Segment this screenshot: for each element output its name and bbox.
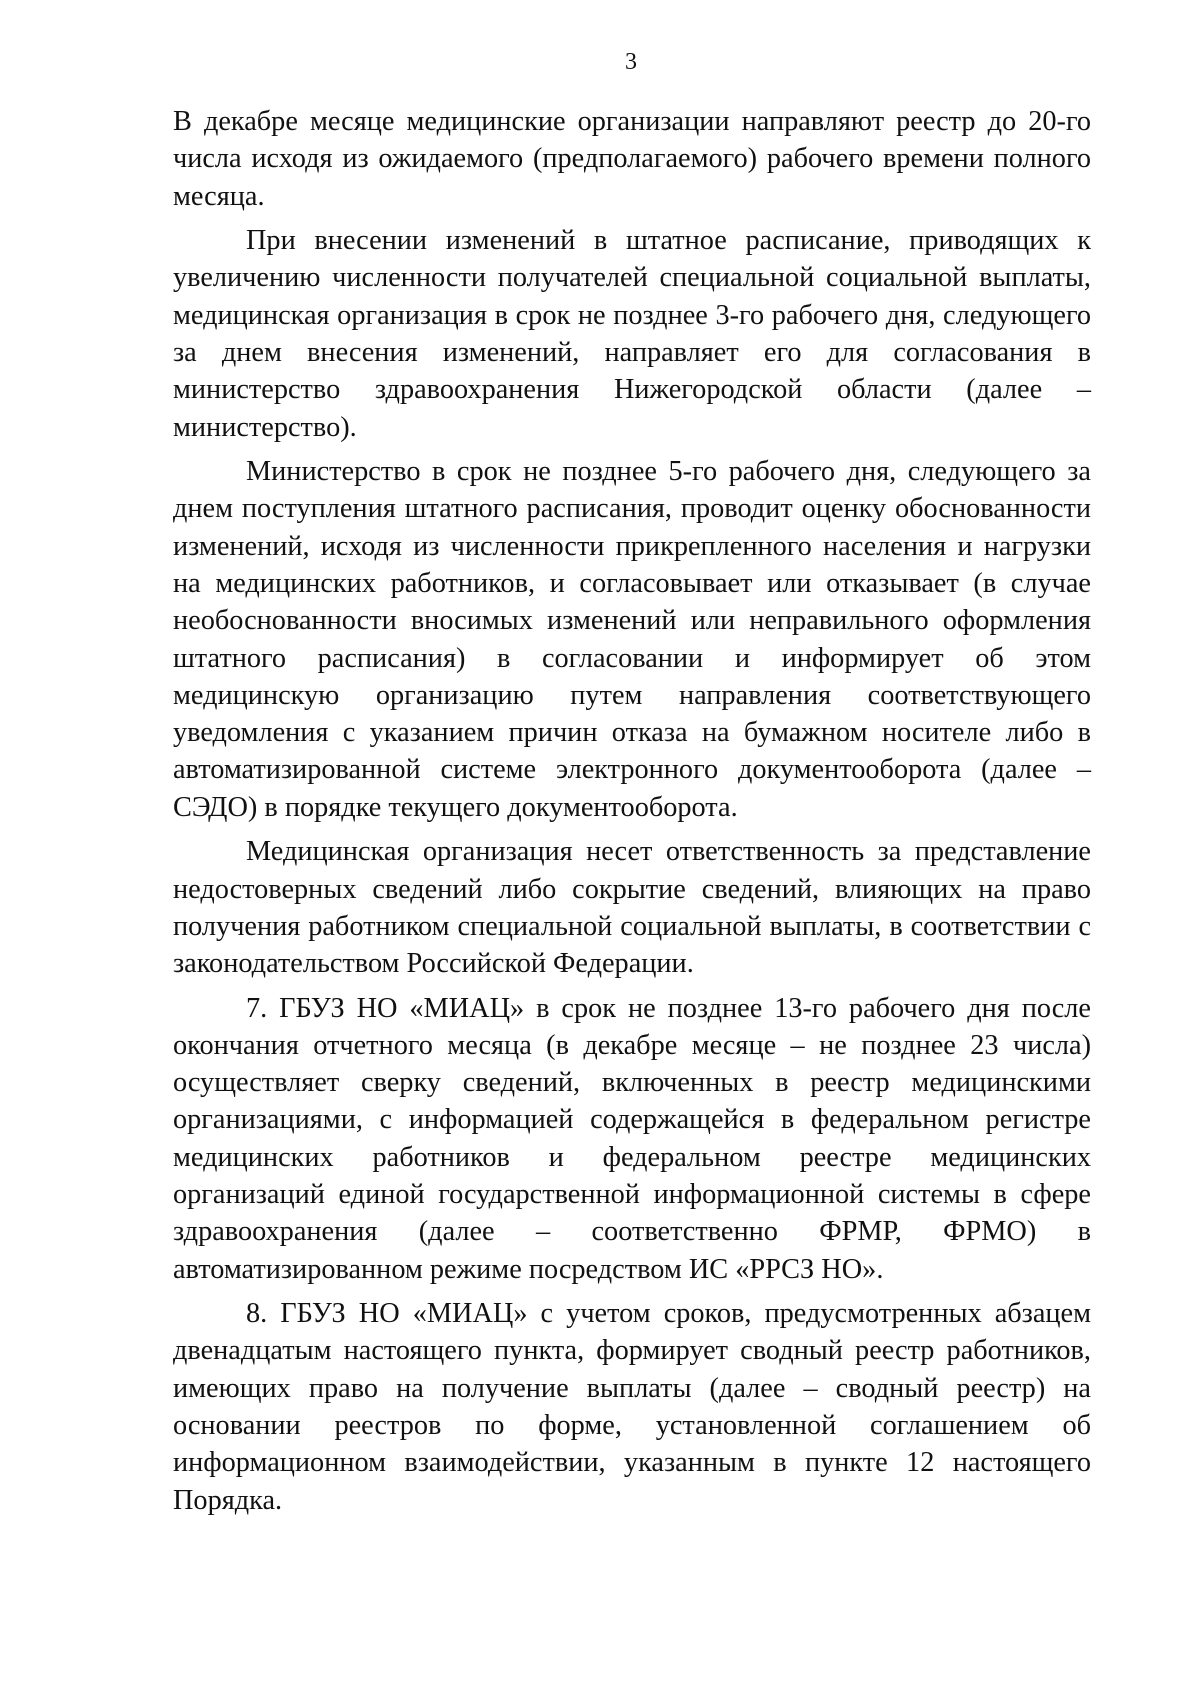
paragraph-organization-responsibility: Медицинская организация несет ответственность за представление недостоверных сведений либо сокрытие сведений, влияющих на право получения работником специальной социальной выплаты, в соответствии с законодательством Российской Федерации.	[173, 836, 1091, 980]
paragraph-ministry-review: Министерство в срок не позднее 5-го рабочего дня, следующего за днем поступления штатного расписания, проводит оценку обоснованности изменений, исходя из численности прикрепленного населения и нагрузки на медицинских работников, и согласовывает или отказывает (в случае необоснованности вносимых изменений или неправильного оформления штатного расписания) в согласовании и информирует об этом медицинскую организацию путем направления соответствующего уведомления с указанием причин отказа на бумажном носителе либо в автоматизированной системе электронного документооборота (далее – СЭДО) в порядке текущего документооборота.	[173, 456, 1091, 823]
paragraph-item-8-consolidated-registry: 8. ГБУЗ НО «МИАЦ» с учетом сроков, предусмотренных абзацем двенадцатым настоящего пункта, формирует сводный реестр работников, имеющих право на получение выплаты (далее – сводный реестр) на основании реестров по форме, установленной соглашением об информационном взаимодействии, указанным в пункте 12 настоящего Порядка.	[173, 1298, 1091, 1516]
document-body	[173, 103, 1091, 1526]
paragraph-item-7-reconciliation: 7. ГБУЗ НО «МИАЦ» в срок не позднее 13-го рабочего дня после окончания отчетного месяца (в декабре месяце – не позднее 23 числа) осуществляет сверку сведений, включенных в реестр медицинскими организациями, с информацией содержащейся в федеральном регистре медицинских работников и федеральном реестре медицинских организаций единой государственной информационной системы в сфере здравоохранения (далее – соответственно ФРМР, ФРМО) в автоматизированном режиме посредством ИС «РРСЗ НО».	[173, 992, 1091, 1285]
paragraph-december-registry: В декабре месяце медицинские организации направляют реестр до 20-го числа исходя из ожидаемого (предполагаемого) рабочего времени полного месяца.	[173, 106, 1091, 212]
page-number: 3	[625, 49, 637, 75]
paragraph-staff-schedule-changes: При внесении изменений в штатное расписание, приводящих к увеличению численности получателей специальной социальной выплаты, медицинская организация в срок не позднее 3-го рабочего дня, следующего за днем внесения изменений, направляет его для согласования в министерство здравоохранения Нижегородской области (далее – министерство).	[173, 225, 1091, 443]
